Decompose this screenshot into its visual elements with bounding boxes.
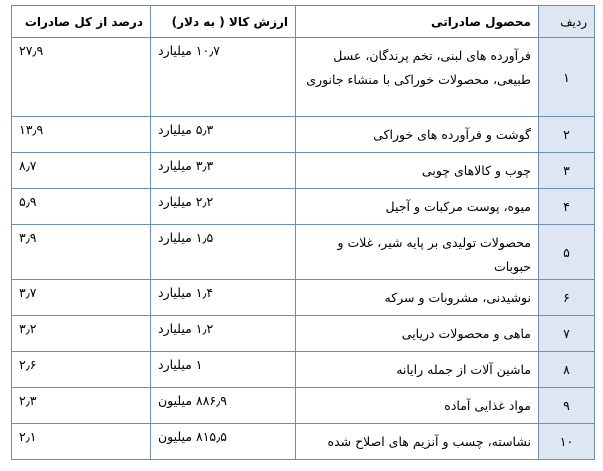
value-cell: ۵٫۳ میلیارد <box>151 117 296 153</box>
value-cell: ۲٫۲ میلیارد <box>151 189 296 225</box>
table-row <box>12 189 595 225</box>
row-number: ۱۰ <box>539 424 595 460</box>
percent-cell: ۱۳٫۹ <box>12 117 151 153</box>
row-number: ۹ <box>539 388 595 424</box>
row-number: ۷ <box>539 316 595 352</box>
header-percent: درصد از کل صادرات <box>12 6 151 38</box>
percent-cell: ۲٫۱ <box>12 424 151 460</box>
table-row <box>12 424 595 460</box>
value-cell: ۱٫۵ میلیارد <box>151 225 296 280</box>
product-cell: گوشت و فرآورده های خوراکی <box>296 117 539 153</box>
table-row <box>12 38 595 117</box>
value-cell: ۸۱۵٫۵ میلیون <box>151 424 296 460</box>
percent-cell: ۸٫۷ <box>12 153 151 189</box>
product-cell: محصولات تولیدی بر پایه شیر، غلات و حبوبات <box>296 225 539 280</box>
table-row <box>12 225 595 280</box>
value-cell: ۱٫۲ میلیارد <box>151 316 296 352</box>
table-row <box>12 117 595 153</box>
row-number: ۵ <box>539 225 595 280</box>
table-row <box>12 352 595 388</box>
value-cell: ۳٫۳ میلیارد <box>151 153 296 189</box>
row-number: ۲ <box>539 117 595 153</box>
product-cell: نشاسته، چسب و آنزیم های اصلاح شده <box>296 424 539 460</box>
product-cell: ماشین آلات از جمله رایانه <box>296 352 539 388</box>
percent-cell: ۳٫۷ <box>12 280 151 316</box>
header-product: محصول صادراتی <box>296 6 539 38</box>
value-cell: ۸۸۶٫۹ میلیون <box>151 388 296 424</box>
percent-cell: ۲۷٫۹ <box>12 38 151 117</box>
percent-cell: ۲٫۳ <box>12 388 151 424</box>
table-row <box>12 388 595 424</box>
product-cell: نوشیدنی، مشروبات و سرکه <box>296 280 539 316</box>
header-row-no: ردیف <box>539 6 595 38</box>
row-number: ۶ <box>539 280 595 316</box>
percent-cell: ۲٫۶ <box>12 352 151 388</box>
table-row <box>12 153 595 189</box>
table-row <box>12 316 595 352</box>
percent-cell: ۳٫۹ <box>12 225 151 280</box>
product-cell: میوه، پوست مرکبات و آجیل <box>296 189 539 225</box>
header-row <box>12 6 595 38</box>
row-number: ۳ <box>539 153 595 189</box>
product-cell: چوب و کالاهای چوبی <box>296 153 539 189</box>
header-value: ارزش کالا ( به دلار) <box>151 6 296 38</box>
exports-table <box>11 5 595 460</box>
product-cell: فرآورده های لبنی، تخم پرندگان، عسل طبیعی، محصولات خوراکی با منشاء جانوری <box>296 38 539 117</box>
value-cell: ۱۰٫۷ میلیارد <box>151 38 296 117</box>
product-cell: ماهی و محصولات دریایی <box>296 316 539 352</box>
percent-cell: ۵٫۹ <box>12 189 151 225</box>
percent-cell: ۳٫۲ <box>12 316 151 352</box>
row-number: ۸ <box>539 352 595 388</box>
value-cell: ۱٫۴ میلیارد <box>151 280 296 316</box>
row-number: ۱ <box>539 38 595 117</box>
product-cell: مواد غذایی آماده <box>296 388 539 424</box>
table-row <box>12 280 595 316</box>
row-number: ۴ <box>539 189 595 225</box>
value-cell: ۱ میلیارد <box>151 352 296 388</box>
